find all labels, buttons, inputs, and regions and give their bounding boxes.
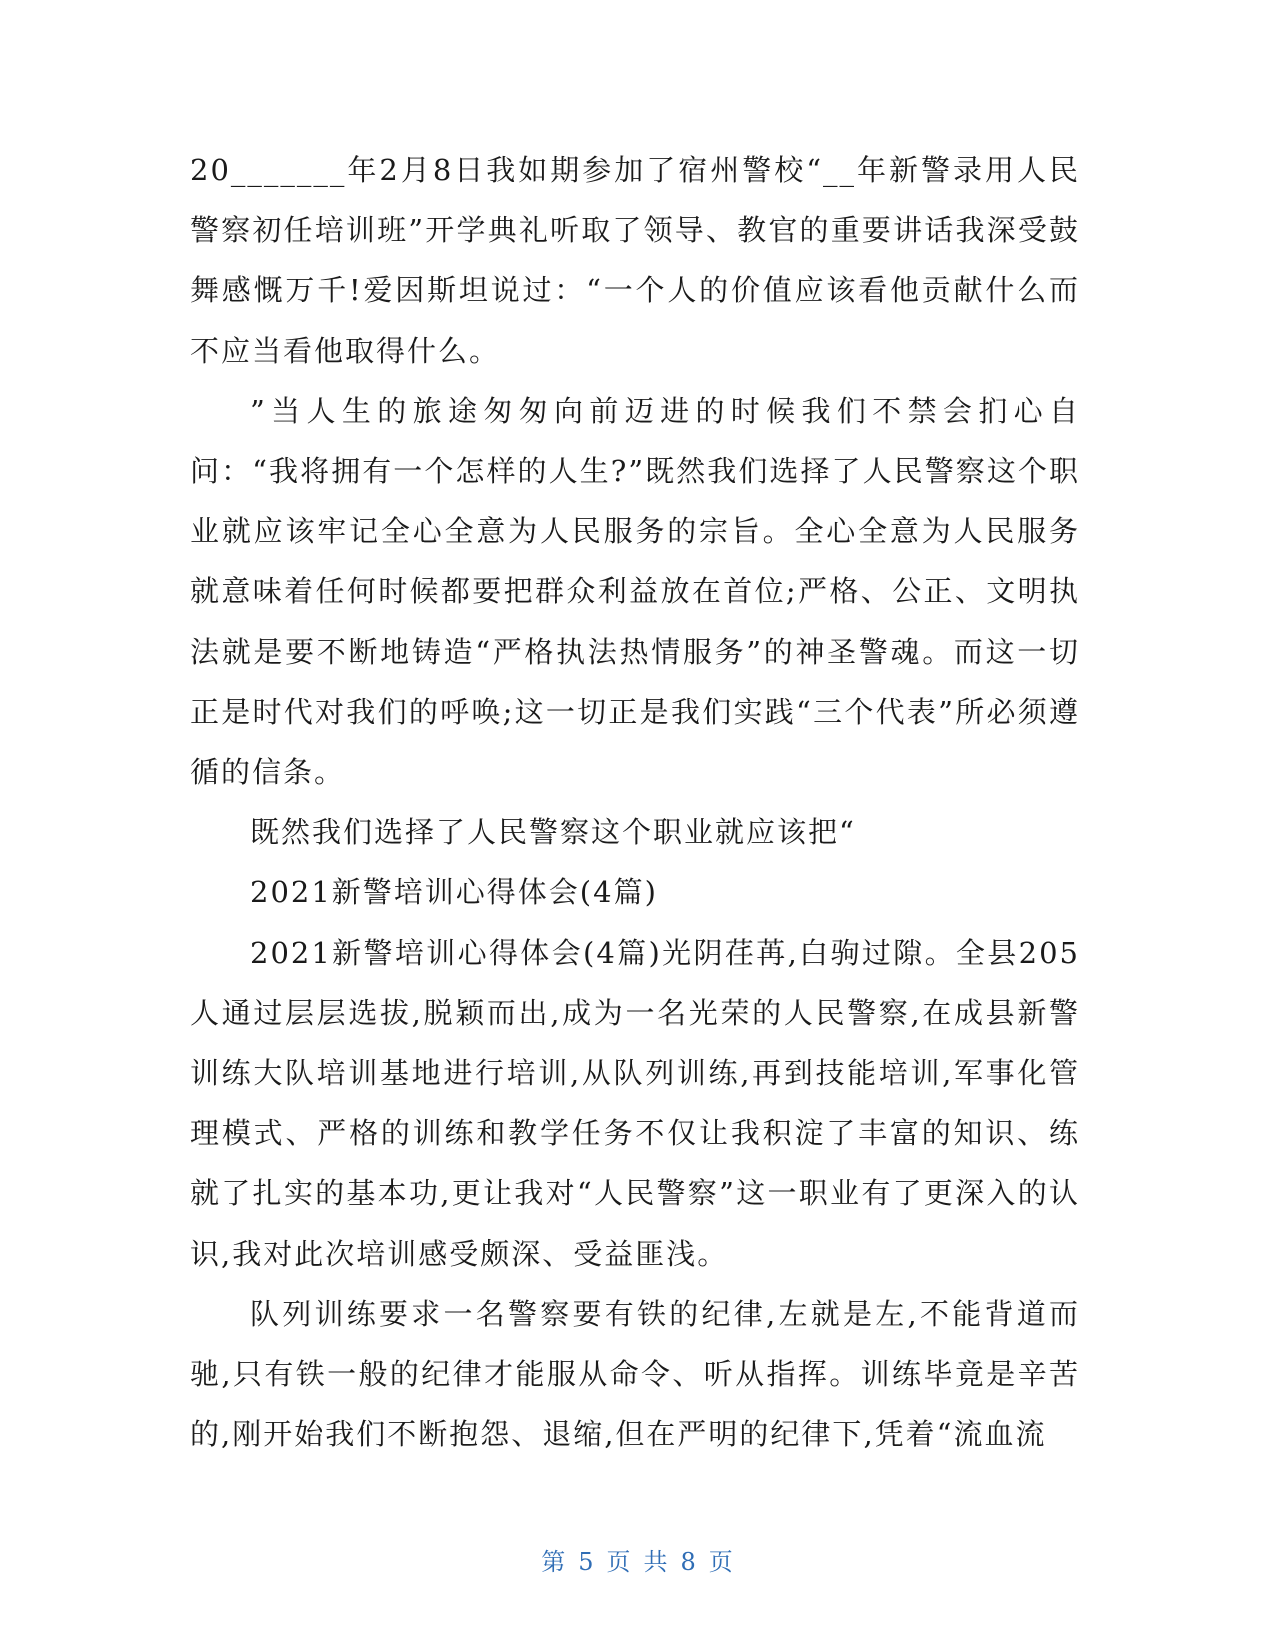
paragraph-4: 2021新警培训心得体会(4篇)光阴荏苒,白驹过隙。全县205人通过层层选拔,脱颖而出,成为一名光荣的人民警察,在成县新警训练大队培训基地进行培训,从队列训练,再到技能培训,军事化管理模式、严格的训练和教学任务不仅让我积淀了丰富的知识、练就了扎实的基本功,更让我对“人民警察”这一职业有了更深入的认识,我对此次培训感受颇深、受益匪浅。 xyxy=(190,935,1080,1271)
footer-page-number: 5 xyxy=(578,1548,595,1576)
paragraph-1: 20_______年2月8日我如期参加了宿州警校“__年新警录用人民警察初任培训班”开学典礼听取了领导、教官的重要讲话我深受鼓舞感慨万千!爱因斯坦说过：“一个人的价值应该看他贡献什么而不应当看他取得什么。 xyxy=(190,153,1080,368)
footer-page-word: 页 xyxy=(606,1548,632,1576)
paragraph-2: ”当人生的旅途匆匆向前迈进的时候我们不禁会扪心自问：“我将拥有一个怎样的人生?”既然我们选择了人民警察这个职业就应该牢记全心全意为人民服务的宗旨。全心全意为人民服务就意味着任何时候都要把群众利益放在首位;严格、公正、文明执法就是要不断地铸造“严格执法热情服务”的神圣警魂。而这一切正是时代对我们的呼唤;这一切正是我们实践“三个代表”所必须遵循的信条。 xyxy=(190,393,1080,790)
section-heading: 2021新警培训心得体会(4篇) xyxy=(250,875,658,910)
footer-total-pages: 8 xyxy=(680,1548,697,1576)
paragraph-5: 队列训练要求一名警察要有铁的纪律,左就是左,不能背道而驰,只有铁一般的纪律才能服从命令、听从指挥。训练毕竟是辛苦的,刚开始我们不断抱怨、退缩,但在严明的纪律下,凭着“流血流 xyxy=(190,1296,1080,1452)
paragraph-3: 既然我们选择了人民警察这个职业就应该把“ xyxy=(250,815,856,850)
page-footer xyxy=(0,1542,1275,1577)
document-body xyxy=(190,140,1080,1464)
footer-suffix: 页 xyxy=(708,1548,734,1576)
footer-total-word: 共 xyxy=(643,1548,669,1576)
footer-prefix: 第 xyxy=(541,1548,567,1576)
